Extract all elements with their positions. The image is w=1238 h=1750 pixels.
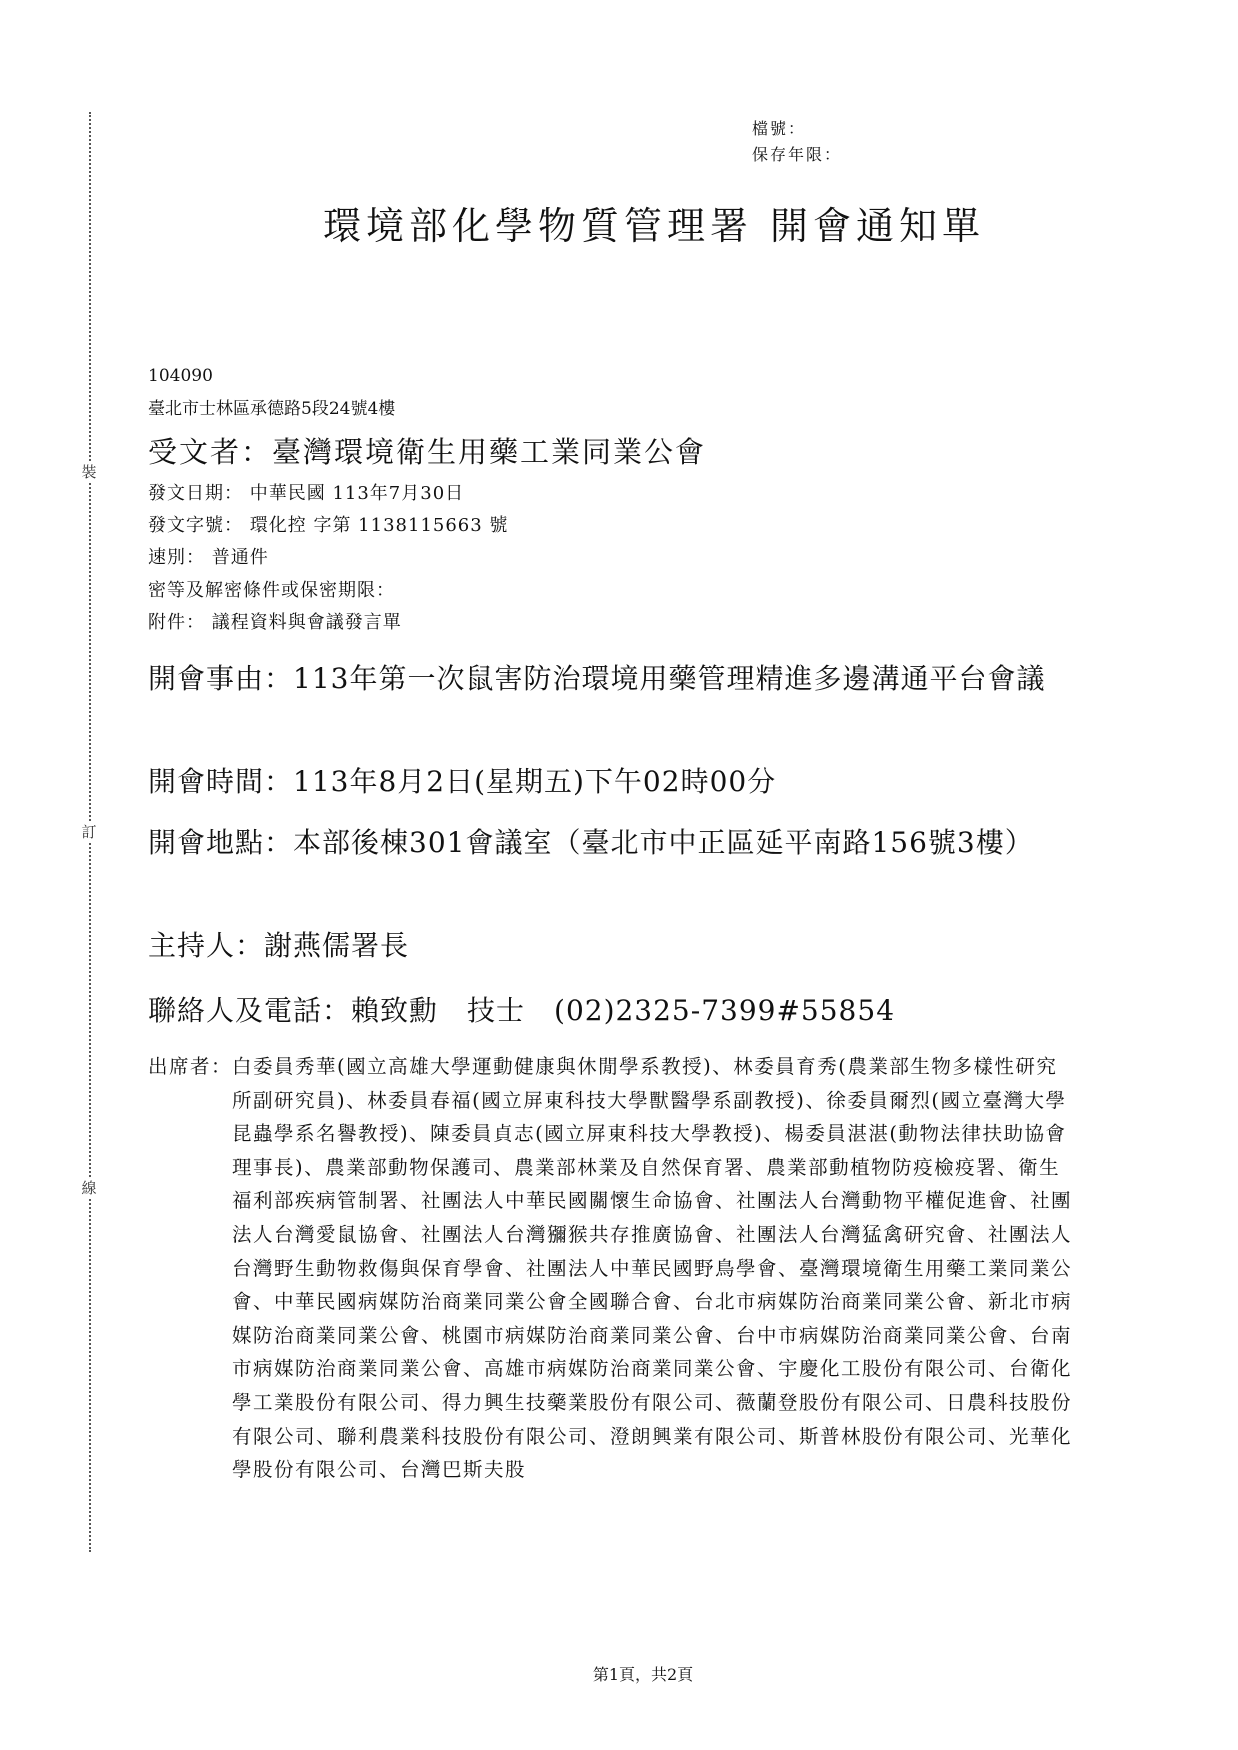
binding-mark-zhuang: 裝 <box>79 462 99 482</box>
meeting-reason-label: 開會事由： <box>148 662 294 695</box>
attendees <box>148 1050 1078 1487</box>
meeting-place <box>148 815 1088 870</box>
binding-mark-ding: 訂 <box>79 822 99 842</box>
file-number-label: 檔號： <box>752 119 807 138</box>
meeting-place-label: 開會地點： <box>148 826 294 859</box>
meeting-time <box>148 754 776 809</box>
meeting-reason <box>148 651 1088 706</box>
issue-date-value: 中華民國 113年7月30日 <box>249 483 465 504</box>
attendees-label: 出席者： <box>148 1055 233 1078</box>
attendees-value: 白委員秀華(國立高雄大學運動健康與休閒學系教授)、林委員育秀(農業部生物多樣性研究所副研究員)、林委員春福(國立屏東科技大學獸醫學系副教授)、徐委員爾烈(國立臺灣大學昆蟲學系名譽教授)、陳委員貞志(國立屏東科技大學教授)、楊委員湛湛(動物法律扶助協會理事長)、農業部動物保護司、農業部林業及自然保育署、農業部動植物防疫檢疫署、衛生福利部疾病管制署、社團法人中華民國關懷生命協會、社團法人台灣動物平權促進會、社團法人台灣愛鼠協會、社團法人台灣獼猴共存推廣協會、社團法人台灣猛禽研究會、社團法人台灣野生動物救傷與保育學會、社團法人中華民國野鳥學會、臺灣環境衛生用藥工業同業公會、中華民國病媒防治商業同業公會全國聯合會、台北市病媒防治商業同業公會、新北市病媒防治商業同業公會、桃園市病媒防治商業同業公會、台中市病媒防治商業同業公會、台南市病媒防治商業同業公會、高雄市病媒防治商業同業公會、宇慶化工股份有限公司、台衛化學工業股份有限公司、得力興生技藥業股份有限公司、薇蘭登股份有限公司、日農科技股份有限公司、聯利農業科技股份有限公司、澄朗興業有限公司、斯普林股份有限公司、光華化學股份有限公司、台灣巴斯夫股 <box>232 1055 1073 1482</box>
meeting-host-value: 謝燕儒署長 <box>264 929 410 962</box>
meeting-place-value: 本部後棟301會議室（臺北市中正區延平南路156號3樓） <box>293 826 1034 859</box>
secrecy-level <box>148 576 395 602</box>
meeting-reason-value: 113年第一次鼠害防治環境用藥管理精進多邊溝通平台會議 <box>293 662 1046 695</box>
sender-postal-code: 104090 <box>148 366 213 386</box>
meeting-host-label: 主持人： <box>148 929 265 962</box>
sender-address: 臺北市士林區承德路5段24號4樓 <box>148 399 396 419</box>
archive-info <box>752 116 842 168</box>
document-number <box>148 511 508 537</box>
meeting-host <box>148 918 409 973</box>
issue-date-label: 發文日期： <box>148 483 243 504</box>
delivery-speed-value: 普通件 <box>211 547 269 568</box>
page-number: 第1頁，共2頁 <box>592 1665 694 1684</box>
attachment-value: 議程資料與會議發言單 <box>211 612 402 633</box>
recipient-value: 臺灣環境衛生用藥工業同業公會 <box>272 435 707 469</box>
retention-label: 保存年限： <box>752 145 843 164</box>
secrecy-label: 密等及解密條件或保密期限： <box>148 580 395 601</box>
recipient <box>148 430 706 471</box>
binding-mark-xian: 線 <box>79 1178 99 1198</box>
meeting-time-label: 開會時間： <box>148 765 294 798</box>
delivery-speed-label: 速別： <box>148 547 205 568</box>
document-title: 環境部化學物質管理署 開會通知單 <box>322 204 986 248</box>
document-number-label: 發文字號： <box>148 515 243 536</box>
delivery-speed <box>148 543 269 569</box>
attachment-label: 附件： <box>148 612 205 633</box>
attachments <box>148 608 402 634</box>
issue-date <box>148 479 464 505</box>
meeting-contact-value: 賴致勳 技士 (02)2325-7399#55854 <box>351 994 896 1027</box>
meeting-contact <box>148 983 895 1038</box>
recipient-label: 受文者： <box>148 435 273 469</box>
meeting-contact-label: 聯絡人及電話： <box>148 994 352 1027</box>
meeting-time-value: 113年8月2日(星期五)下午02時00分 <box>293 765 777 798</box>
document-number-value: 環化控 字第 1138115663 號 <box>249 515 509 536</box>
